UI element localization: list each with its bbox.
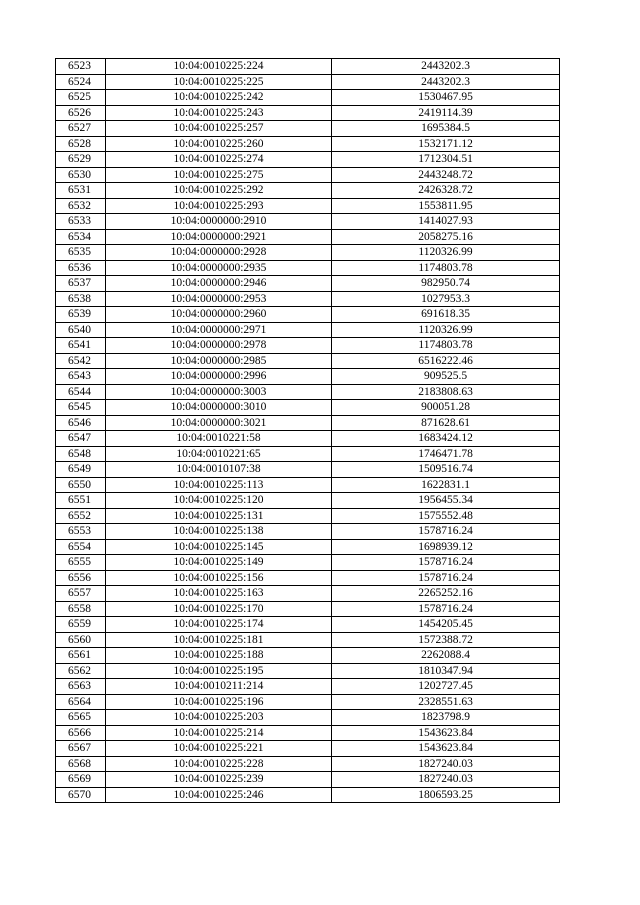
cadastral-number-cell: 10:04:0010225:170 [106, 601, 332, 617]
cadastral-number-cell: 10:04:0010225:138 [106, 524, 332, 540]
value-cell: 1683424.12 [332, 431, 560, 447]
table-row [56, 183, 560, 199]
row-number-cell: 6530 [56, 167, 106, 183]
row-number-cell: 6558 [56, 601, 106, 617]
value-cell: 1578716.24 [332, 570, 560, 586]
row-number-cell: 6532 [56, 198, 106, 214]
row-number-cell: 6541 [56, 338, 106, 354]
table-row [56, 400, 560, 416]
row-number-cell: 6540 [56, 322, 106, 338]
value-cell: 1572388.72 [332, 632, 560, 648]
cadastral-number-cell: 10:04:0010225:195 [106, 663, 332, 679]
value-cell: 1806593.25 [332, 787, 560, 803]
value-cell: 1956455.34 [332, 493, 560, 509]
value-cell: 1543623.84 [332, 725, 560, 741]
value-cell: 1543623.84 [332, 741, 560, 757]
cadastral-number-cell: 10:04:0000000:2910 [106, 214, 332, 230]
cadastral-number-cell: 10:04:0010225:196 [106, 694, 332, 710]
row-number-cell: 6544 [56, 384, 106, 400]
row-number-cell: 6547 [56, 431, 106, 447]
cadastral-number-cell: 10:04:0010221:58 [106, 431, 332, 447]
table-row [56, 632, 560, 648]
value-cell: 2328551.63 [332, 694, 560, 710]
table-row [56, 307, 560, 323]
value-cell: 1027953.3 [332, 291, 560, 307]
row-number-cell: 6554 [56, 539, 106, 555]
row-number-cell: 6561 [56, 648, 106, 664]
row-number-cell: 6526 [56, 105, 106, 121]
cadastral-number-cell: 10:04:0010225:239 [106, 772, 332, 788]
value-cell: 2443202.3 [332, 74, 560, 90]
value-cell: 2426328.72 [332, 183, 560, 199]
value-cell: 1120326.99 [332, 322, 560, 338]
table-row [56, 477, 560, 493]
table-row [56, 570, 560, 586]
table-row [56, 756, 560, 772]
value-cell: 871628.61 [332, 415, 560, 431]
row-number-cell: 6548 [56, 446, 106, 462]
table-row [56, 152, 560, 168]
row-number-cell: 6564 [56, 694, 106, 710]
row-number-cell: 6555 [56, 555, 106, 571]
value-cell: 1578716.24 [332, 524, 560, 540]
table-row [56, 679, 560, 695]
value-cell: 1578716.24 [332, 601, 560, 617]
cadastral-number-cell: 10:04:0000000:2960 [106, 307, 332, 323]
row-number-cell: 6543 [56, 369, 106, 385]
row-number-cell: 6538 [56, 291, 106, 307]
value-cell: 1530467.95 [332, 90, 560, 106]
table-body [56, 59, 560, 803]
row-number-cell: 6549 [56, 462, 106, 478]
table-row [56, 431, 560, 447]
cadastral-number-cell: 10:04:0010225:292 [106, 183, 332, 199]
row-number-cell: 6537 [56, 276, 106, 292]
row-number-cell: 6570 [56, 787, 106, 803]
value-cell: 1120326.99 [332, 245, 560, 261]
value-cell: 2183808.63 [332, 384, 560, 400]
value-cell: 6516222.46 [332, 353, 560, 369]
row-number-cell: 6534 [56, 229, 106, 245]
cadastral-number-cell: 10:04:0010225:149 [106, 555, 332, 571]
cadastral-number-cell: 10:04:0010225:203 [106, 710, 332, 726]
cadastral-number-cell: 10:04:0000000:2921 [106, 229, 332, 245]
table-row [56, 384, 560, 400]
cadastral-number-cell: 10:04:0010225:221 [106, 741, 332, 757]
row-number-cell: 6550 [56, 477, 106, 493]
table-row [56, 229, 560, 245]
row-number-cell: 6529 [56, 152, 106, 168]
table-row [56, 648, 560, 664]
value-cell: 1575552.48 [332, 508, 560, 524]
cadastral-number-cell: 10:04:0010225:274 [106, 152, 332, 168]
table-row [56, 260, 560, 276]
cadastral-number-cell: 10:04:0010225:214 [106, 725, 332, 741]
cadastral-number-cell: 10:04:0000000:2953 [106, 291, 332, 307]
cadastral-number-cell: 10:04:0000000:2996 [106, 369, 332, 385]
cadastral-number-cell: 10:04:0010225:293 [106, 198, 332, 214]
row-number-cell: 6545 [56, 400, 106, 416]
cadastral-number-cell: 10:04:0010225:145 [106, 539, 332, 555]
table-row [56, 586, 560, 602]
cadastral-number-cell: 10:04:0010225:163 [106, 586, 332, 602]
row-number-cell: 6523 [56, 59, 106, 75]
row-number-cell: 6559 [56, 617, 106, 633]
value-cell: 1827240.03 [332, 772, 560, 788]
value-cell: 1622831.1 [332, 477, 560, 493]
cadastral-number-cell: 10:04:0010225:131 [106, 508, 332, 524]
row-number-cell: 6552 [56, 508, 106, 524]
value-cell: 1553811.95 [332, 198, 560, 214]
cadastral-value-table [55, 58, 560, 803]
table-row [56, 369, 560, 385]
row-number-cell: 6553 [56, 524, 106, 540]
row-number-cell: 6569 [56, 772, 106, 788]
value-cell: 1712304.51 [332, 152, 560, 168]
cadastral-number-cell: 10:04:0010225:275 [106, 167, 332, 183]
table-row [56, 74, 560, 90]
table-row [56, 322, 560, 338]
row-number-cell: 6535 [56, 245, 106, 261]
value-cell: 1578716.24 [332, 555, 560, 571]
row-number-cell: 6525 [56, 90, 106, 106]
table-row [56, 291, 560, 307]
row-number-cell: 6539 [56, 307, 106, 323]
row-number-cell: 6567 [56, 741, 106, 757]
table-row [56, 105, 560, 121]
table-row [56, 601, 560, 617]
table-row [56, 772, 560, 788]
value-cell: 1174803.78 [332, 338, 560, 354]
cadastral-number-cell: 10:04:0010225:243 [106, 105, 332, 121]
table-row [56, 710, 560, 726]
table-row [56, 198, 560, 214]
row-number-cell: 6556 [56, 570, 106, 586]
value-cell: 1174803.78 [332, 260, 560, 276]
row-number-cell: 6557 [56, 586, 106, 602]
table-row [56, 276, 560, 292]
table-row [56, 338, 560, 354]
table-row [56, 167, 560, 183]
cadastral-number-cell: 10:04:0010225:120 [106, 493, 332, 509]
table-row [56, 90, 560, 106]
value-cell: 909525.5 [332, 369, 560, 385]
table-row [56, 493, 560, 509]
table-row [56, 663, 560, 679]
row-number-cell: 6563 [56, 679, 106, 695]
row-number-cell: 6531 [56, 183, 106, 199]
cadastral-number-cell: 10:04:0010225:257 [106, 121, 332, 137]
value-cell: 1823798.9 [332, 710, 560, 726]
cadastral-number-cell: 10:04:0010225:181 [106, 632, 332, 648]
table-row [56, 214, 560, 230]
table-row [56, 539, 560, 555]
value-cell: 900051.28 [332, 400, 560, 416]
value-cell: 691618.35 [332, 307, 560, 323]
row-number-cell: 6551 [56, 493, 106, 509]
row-number-cell: 6524 [56, 74, 106, 90]
cadastral-number-cell: 10:04:0010211:214 [106, 679, 332, 695]
table-row [56, 446, 560, 462]
row-number-cell: 6542 [56, 353, 106, 369]
row-number-cell: 6565 [56, 710, 106, 726]
row-number-cell: 6533 [56, 214, 106, 230]
row-number-cell: 6528 [56, 136, 106, 152]
cadastral-number-cell: 10:04:0010225:174 [106, 617, 332, 633]
table-row [56, 555, 560, 571]
table-row [56, 121, 560, 137]
row-number-cell: 6527 [56, 121, 106, 137]
value-cell: 2265252.16 [332, 586, 560, 602]
cadastral-number-cell: 10:04:0010225:246 [106, 787, 332, 803]
value-cell: 1532171.12 [332, 136, 560, 152]
value-cell: 1695384.5 [332, 121, 560, 137]
row-number-cell: 6568 [56, 756, 106, 772]
cadastral-number-cell: 10:04:0000000:2978 [106, 338, 332, 354]
table-row [56, 725, 560, 741]
cadastral-number-cell: 10:04:0000000:3021 [106, 415, 332, 431]
cadastral-number-cell: 10:04:0010107:38 [106, 462, 332, 478]
cadastral-number-cell: 10:04:0000000:2971 [106, 322, 332, 338]
table-row [56, 136, 560, 152]
table-row [56, 508, 560, 524]
value-cell: 1746471.78 [332, 446, 560, 462]
table-row [56, 617, 560, 633]
value-cell: 1509516.74 [332, 462, 560, 478]
value-cell: 1698939.12 [332, 539, 560, 555]
value-cell: 2058275.16 [332, 229, 560, 245]
table-row [56, 415, 560, 431]
cadastral-number-cell: 10:04:0010225:242 [106, 90, 332, 106]
cadastral-number-cell: 10:04:0000000:2985 [106, 353, 332, 369]
value-cell: 1414027.93 [332, 214, 560, 230]
table-row [56, 787, 560, 803]
value-cell: 1810347.94 [332, 663, 560, 679]
row-number-cell: 6546 [56, 415, 106, 431]
table-row [56, 245, 560, 261]
cadastral-number-cell: 10:04:0010225:225 [106, 74, 332, 90]
cadastral-number-cell: 10:04:0010225:224 [106, 59, 332, 75]
row-number-cell: 6536 [56, 260, 106, 276]
value-cell: 2262088.4 [332, 648, 560, 664]
value-cell: 2443202.3 [332, 59, 560, 75]
cadastral-number-cell: 10:04:0000000:2928 [106, 245, 332, 261]
table-row [56, 59, 560, 75]
table-row [56, 694, 560, 710]
cadastral-number-cell: 10:04:0000000:3003 [106, 384, 332, 400]
value-cell: 982950.74 [332, 276, 560, 292]
cadastral-number-cell: 10:04:0010221:65 [106, 446, 332, 462]
cadastral-number-cell: 10:04:0010225:156 [106, 570, 332, 586]
table-row [56, 353, 560, 369]
table-row [56, 462, 560, 478]
value-cell: 2419114.39 [332, 105, 560, 121]
value-cell: 1454205.45 [332, 617, 560, 633]
row-number-cell: 6566 [56, 725, 106, 741]
cadastral-number-cell: 10:04:0010225:260 [106, 136, 332, 152]
cadastral-number-cell: 10:04:0000000:3010 [106, 400, 332, 416]
value-cell: 2443248.72 [332, 167, 560, 183]
cadastral-number-cell: 10:04:0000000:2935 [106, 260, 332, 276]
cadastral-number-cell: 10:04:0010225:113 [106, 477, 332, 493]
table-row [56, 524, 560, 540]
cadastral-number-cell: 10:04:0000000:2946 [106, 276, 332, 292]
row-number-cell: 6560 [56, 632, 106, 648]
value-cell: 1827240.03 [332, 756, 560, 772]
row-number-cell: 6562 [56, 663, 106, 679]
value-cell: 1202727.45 [332, 679, 560, 695]
table-row [56, 741, 560, 757]
cadastral-number-cell: 10:04:0010225:188 [106, 648, 332, 664]
cadastral-number-cell: 10:04:0010225:228 [106, 756, 332, 772]
